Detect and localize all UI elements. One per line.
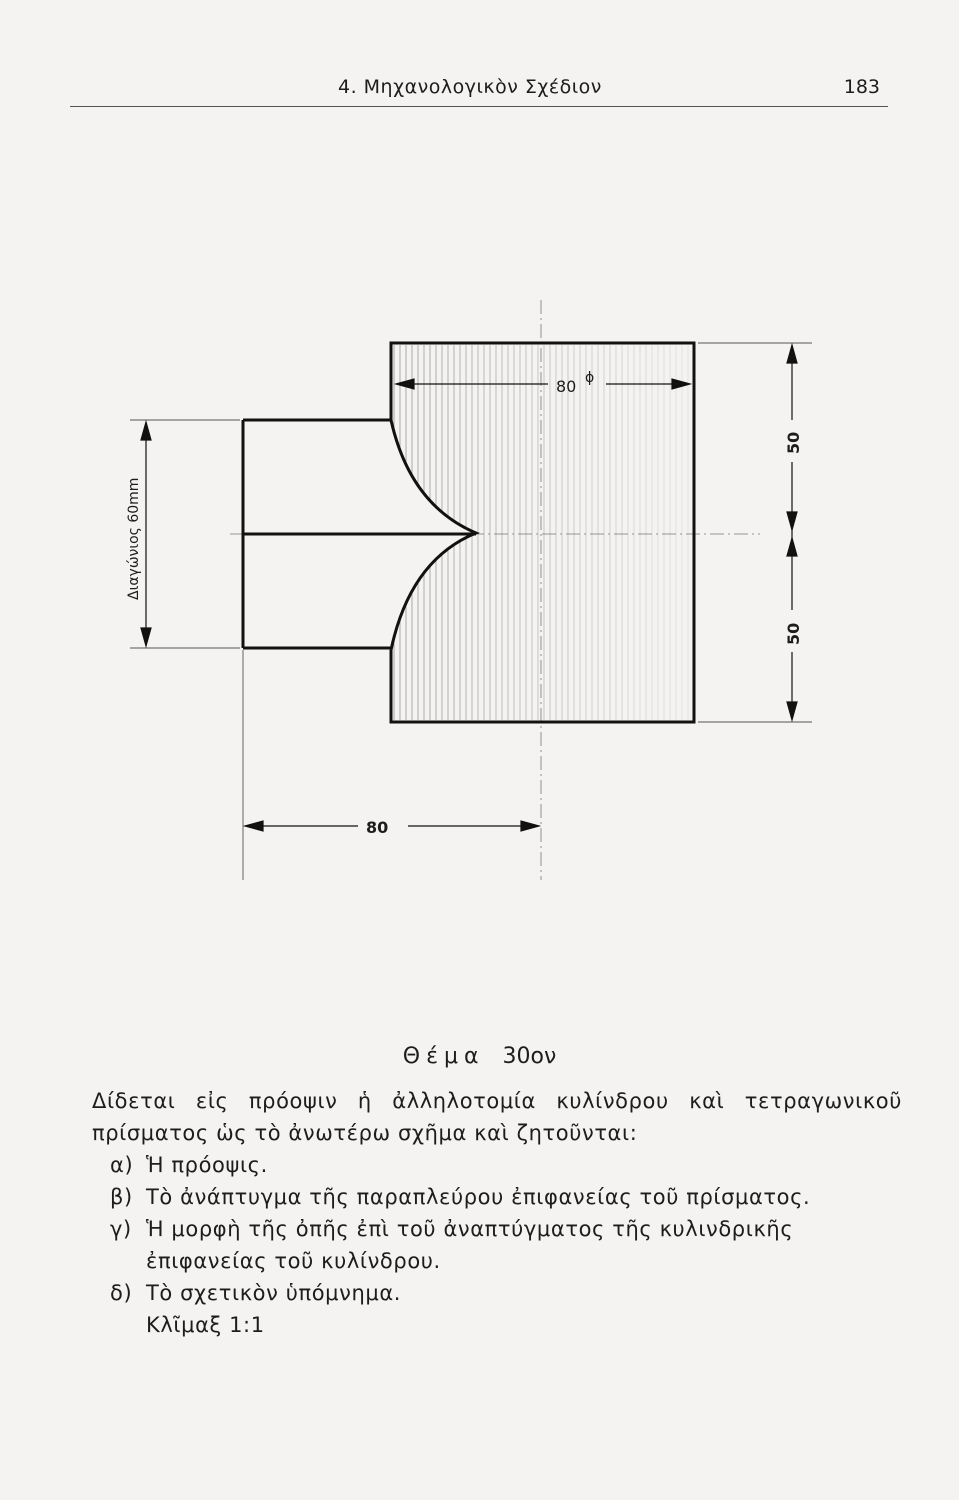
topic-word: Θέμα bbox=[402, 1044, 485, 1069]
height-dimension bbox=[787, 345, 797, 720]
item-text: Ἡ μορφὴ τῆς ὀπῆς ἐπὶ τοῦ ἀναπτύγματος τῆς κυλινδρικῆς bbox=[146, 1217, 794, 1241]
list-item bbox=[110, 1277, 902, 1309]
item-mark: α) bbox=[110, 1153, 134, 1177]
diagonal-dimension bbox=[141, 422, 151, 646]
item-text: Τὸ ἀνάπτυγμα τῆς παραπλεύρου ἐπιφανείας τοῦ πρίσματος. bbox=[146, 1185, 811, 1209]
item-mark: γ) bbox=[110, 1217, 132, 1241]
list-item bbox=[110, 1181, 902, 1213]
extension-lines bbox=[130, 343, 812, 880]
exercise-intro: Δίδεται εἰς πρόοψιν ἡ ἀλληλοτομία κυλίνδρου καὶ τετραγωνικοῦ πρίσματος ὡς τὸ ἀνωτέρω σχῆμα καὶ ζητοῦνται: bbox=[92, 1089, 902, 1145]
width-dimension bbox=[245, 821, 539, 831]
item-text: Τὸ σχετικὸν ὑπόμνημα. bbox=[146, 1281, 402, 1305]
scale-note: Κλῖμαξ 1:1 bbox=[146, 1313, 265, 1337]
height-upper-label: 50 bbox=[784, 431, 803, 454]
page-number: 183 bbox=[843, 76, 880, 98]
topic-number: 30ον bbox=[502, 1044, 557, 1069]
square-prism bbox=[243, 420, 476, 648]
diagonal-label: Διαγώνιος 60mm bbox=[126, 477, 142, 600]
exercise-text bbox=[92, 1085, 902, 1341]
height-lower-label: 50 bbox=[784, 622, 803, 645]
item-mark: β) bbox=[110, 1185, 133, 1209]
topic-heading bbox=[0, 1044, 959, 1069]
list-item bbox=[110, 1149, 902, 1181]
item-mark: δ) bbox=[110, 1281, 133, 1305]
width-label: 80 bbox=[366, 818, 389, 837]
chapter-title: 4. Μηχανολογικὸν Σχέδιον bbox=[338, 76, 602, 98]
diameter-label: 80 bbox=[556, 377, 577, 396]
list-item bbox=[110, 1213, 902, 1245]
diameter-symbol: ϕ bbox=[585, 370, 595, 386]
item-text: Ἡ πρόοψις. bbox=[146, 1153, 268, 1177]
item-continuation: ἐπιφανείας τοῦ κυλίνδρου. bbox=[146, 1249, 441, 1273]
